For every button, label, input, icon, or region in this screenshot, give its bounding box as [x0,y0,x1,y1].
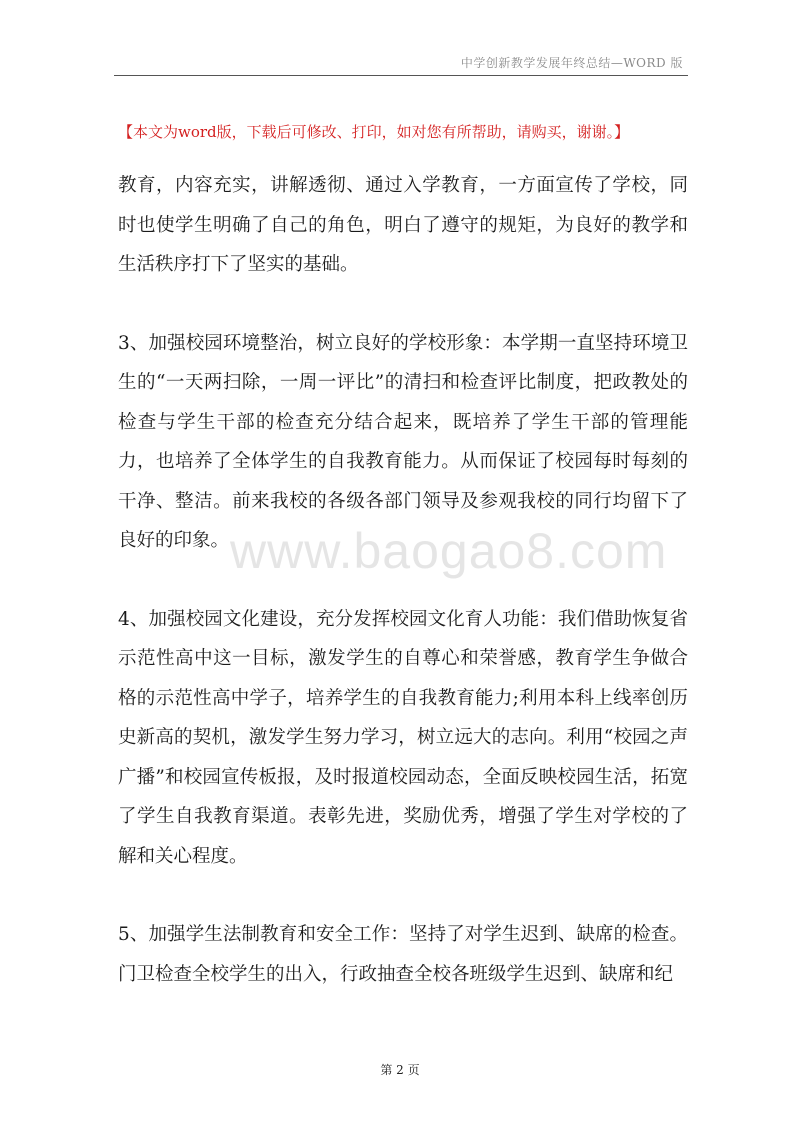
paragraph-campus-environment: 3、加强校园环境整治，树立良好的学校形象：本学期一直坚持环境卫生的“一天两扫除，一周一评比”的清扫和检查评比制度，把政教处的检查与学生干部的检查充分结合起来，既培养了学生干部的管理能力，也培养了全体学生的自我教育能力。从而保证了校园每时每刻的干净、整洁。前来我校的各级各部门领导及参观我校的同行均留下了良好的印象。 [118,332,688,551]
paragraph-campus-culture: 4、加强校园文化建设，充分发挥校园文化育人功能：我们借助恢复省示范性高中这一目标，激发学生的自尊心和荣誉感，教育学生争做合格的示范性高中学子，培养学生的自我教育能力;利用本科上线率创历史新高的契机，激发学生努力学习，树立远大的志向。利用“校园之声广播”和校园宣传板报，及时报道校园动态，全面反映校园生活，拓宽了学生自我教育渠道。表彰先进，奖励优秀，增强了学生对学校的了解和关心程度。 [118,608,688,867]
purchase-notice: 【本文为word版，下载后可修改、打印，如对您有所帮助，请购买，谢谢。】 [118,123,630,141]
document-body [118,166,688,994]
page-number: 第 2 页 [380,1063,420,1077]
header-divider [114,75,688,76]
header-title: 中学创新教学发展年终总结—WORD 版 [460,56,683,70]
paragraph-entrance-education: 教育，内容充实，讲解透彻、通过入学教育，一方面宣传了学校，同时也使学生明确了自己的角色，明白了遵守的规矩，为良好的教学和生活秩序打下了坚实的基础。 [118,175,688,275]
watermark: www.baogao8.com [230,523,668,579]
paragraph-legal-safety: 5、加强学生法制教育和安全工作：坚持了对学生迟到、缺席的检查。门卫检查全校学生的出入，行政抽查全校各班级学生迟到、缺席和纪 [118,924,688,985]
